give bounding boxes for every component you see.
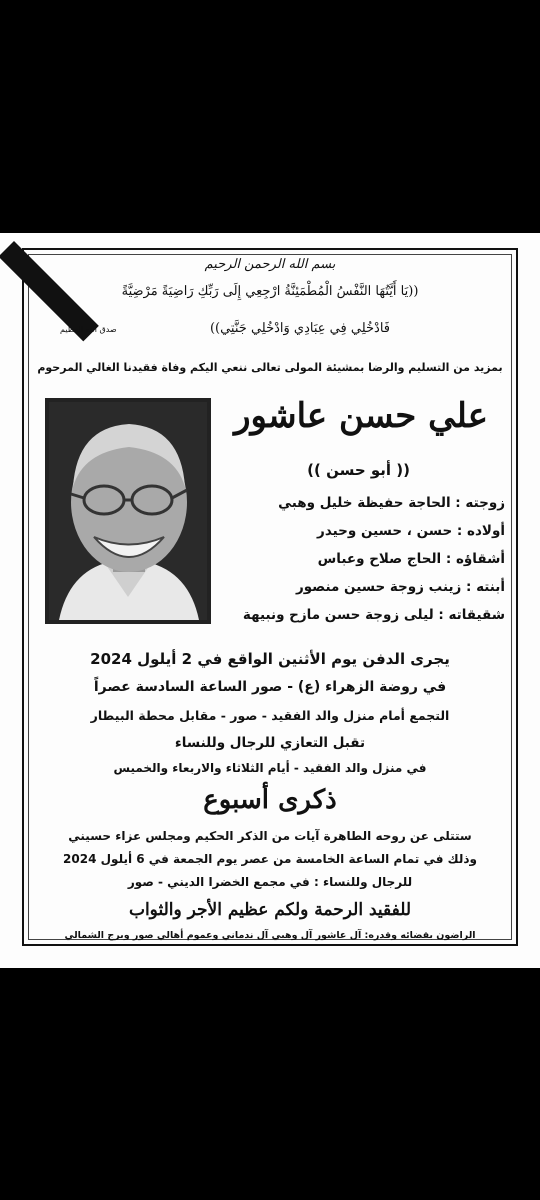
deceased-photo	[45, 398, 211, 624]
intro-text: بمزيد من التسليم والرضا بمشيئة المولى تعالى ننعي اليكم وفاة فقيدنا الغالي المرحوم	[37, 361, 503, 374]
condolences-place: في منزل والد الفقيد - أيام الثلاثاء والاربعاء والخميس	[113, 761, 427, 775]
obituary-notice	[0, 233, 540, 968]
relative-brothers: أشقاؤه : الحاج صلاح وعباس	[317, 551, 505, 567]
condolences-heading: تقبل التعازي للرجال وللنساء	[174, 735, 366, 751]
portrait-image	[49, 402, 207, 620]
deceased-nickname: (( أبو حسن ))	[307, 461, 410, 479]
deceased-name: علي حسن عاشور	[234, 396, 488, 436]
burial-place: في روضة الزهراء (ع) - صور الساعة السادسة عصراً	[93, 679, 447, 695]
basmala: بسم الله الرحمن الرحيم	[204, 257, 336, 272]
burial-date: يجرى الدفن يوم الأثنين الواقع في 2 أيلول 2024	[90, 650, 450, 668]
relative-daughter: أبنته : زينب زوجة حسين منصور	[295, 579, 505, 595]
relative-wife: زوجته : الحاجة حفيظة خليل وهبي	[278, 495, 505, 511]
memorial-line-1: ستتلى عن روحه الطاهرة آيات من الذكر الحكيم ومجلس عزاء حسيني	[68, 829, 472, 843]
relative-sisters: شقيقاته : ليلى زوجة حسن مازح ونبيهة	[242, 607, 505, 623]
memorial-line-2: وذلك في تمام الساعة الخامسة من عصر يوم الجمعة في 6 أيلول 2024	[63, 852, 477, 866]
memorial-title: ذكرى أسبوع	[203, 785, 337, 815]
quran-verse-line-1: ((يَا أَيَّتُهَا النَّفْسُ الْمُطْمَئِنَّةُ ارْجِعِي إِلَى رَبِّكِ رَاضِيَةً مَرْضِيَّةً	[121, 284, 419, 299]
memorial-line-3: للرجال وللنساء : في مجمع الخضرا الديني - صور	[127, 875, 413, 889]
sadaqa-text: صدق الله العظيم	[60, 325, 117, 334]
gathering-place: التجمع أمام منزل والد الفقيد - صور - مقابل محطة البيطار	[90, 708, 450, 723]
quran-verse-line-2: فَادْخُلِي فِي عِبَادِي وَادْخُلِي جَنَّتِي))	[209, 321, 390, 336]
closing-prayer: للفقيد الرحمة ولكم عظيم الأجر والثواب	[128, 900, 412, 920]
relative-sons: أولاده : حسن ، حسين وحيدر	[317, 523, 505, 539]
mourners-footer: الراضون بقضائه وقدره: آل عاشور آل وهبي آل ندماني وعموم أهالي صور وبرج الشمالي	[64, 930, 476, 941]
